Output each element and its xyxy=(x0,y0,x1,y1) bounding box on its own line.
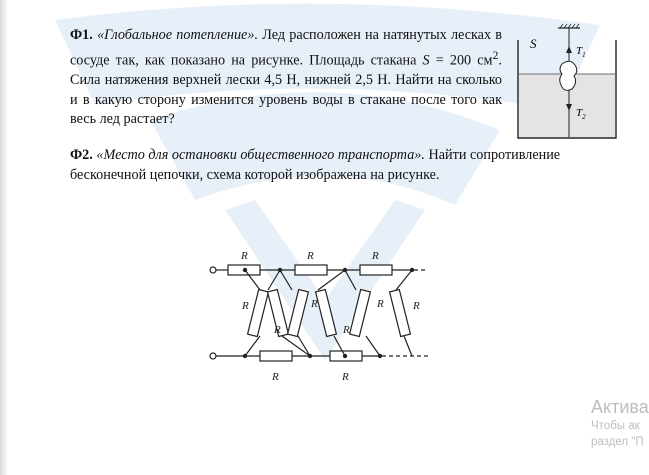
resistor-label: R xyxy=(377,298,384,310)
problem-1-text xyxy=(70,26,502,130)
problem-1-body-a: Лед расположен на натянутых лесках в сосуде так, как показано на рисунке. Площадь стакана xyxy=(70,27,502,69)
activation-line-1: Чтобы ак xyxy=(591,420,640,432)
problem-1-title: «Глобальное потепление». xyxy=(97,27,258,43)
resistor-label: R xyxy=(343,324,350,336)
resistor-label: R xyxy=(272,371,279,383)
resistor-label: R xyxy=(372,250,379,262)
ice-in-glass-figure xyxy=(512,24,622,142)
activation-line-2: раздел "П xyxy=(591,436,644,448)
tension-2-label: T xyxy=(576,107,583,119)
resistor-label: R xyxy=(241,250,248,262)
windows-activation-watermark xyxy=(591,396,649,450)
area-symbol: S xyxy=(422,52,430,69)
resistor-label: R xyxy=(242,300,249,312)
tension-2-subscript: 2 xyxy=(582,113,586,121)
problem-2-number: Ф2. xyxy=(70,147,93,163)
area-unit: см xyxy=(471,52,493,69)
resistor-label: R xyxy=(413,300,420,312)
svg-text:T1 xyxy=(576,45,586,59)
equals-sign: = xyxy=(429,52,450,69)
area-unit-exponent: 2 xyxy=(492,47,499,62)
activation-title: Актива xyxy=(591,397,649,417)
area-value: 200 xyxy=(449,52,472,69)
resistor-label: R xyxy=(274,324,281,336)
infinite-resistor-chain-figure xyxy=(200,241,440,393)
resistor-label: R xyxy=(307,250,314,262)
problem-2-text xyxy=(70,146,630,185)
problem-1-body-b: . Сила натяжения верхней лески 4,5 Н, нижней 2,5 Н. Найти на сколько и в какую сторону изменится уровень воды в стакане после того как весь лед растает? xyxy=(70,52,502,128)
tension-1-subscript: 1 xyxy=(582,51,586,59)
problem-2-title: «Место для остановки общественного транспорта». xyxy=(96,147,425,163)
problem-1-number: Ф1. xyxy=(70,27,93,43)
glass-area-label: S xyxy=(530,36,537,51)
resistor-label: R xyxy=(311,298,318,310)
tension-1-label: T xyxy=(576,45,583,57)
problem-2-body: Найти сопротивление бесконечной цепочки, схема которой изображена на рисунке. xyxy=(70,147,561,183)
resistor-label: R xyxy=(342,371,349,383)
